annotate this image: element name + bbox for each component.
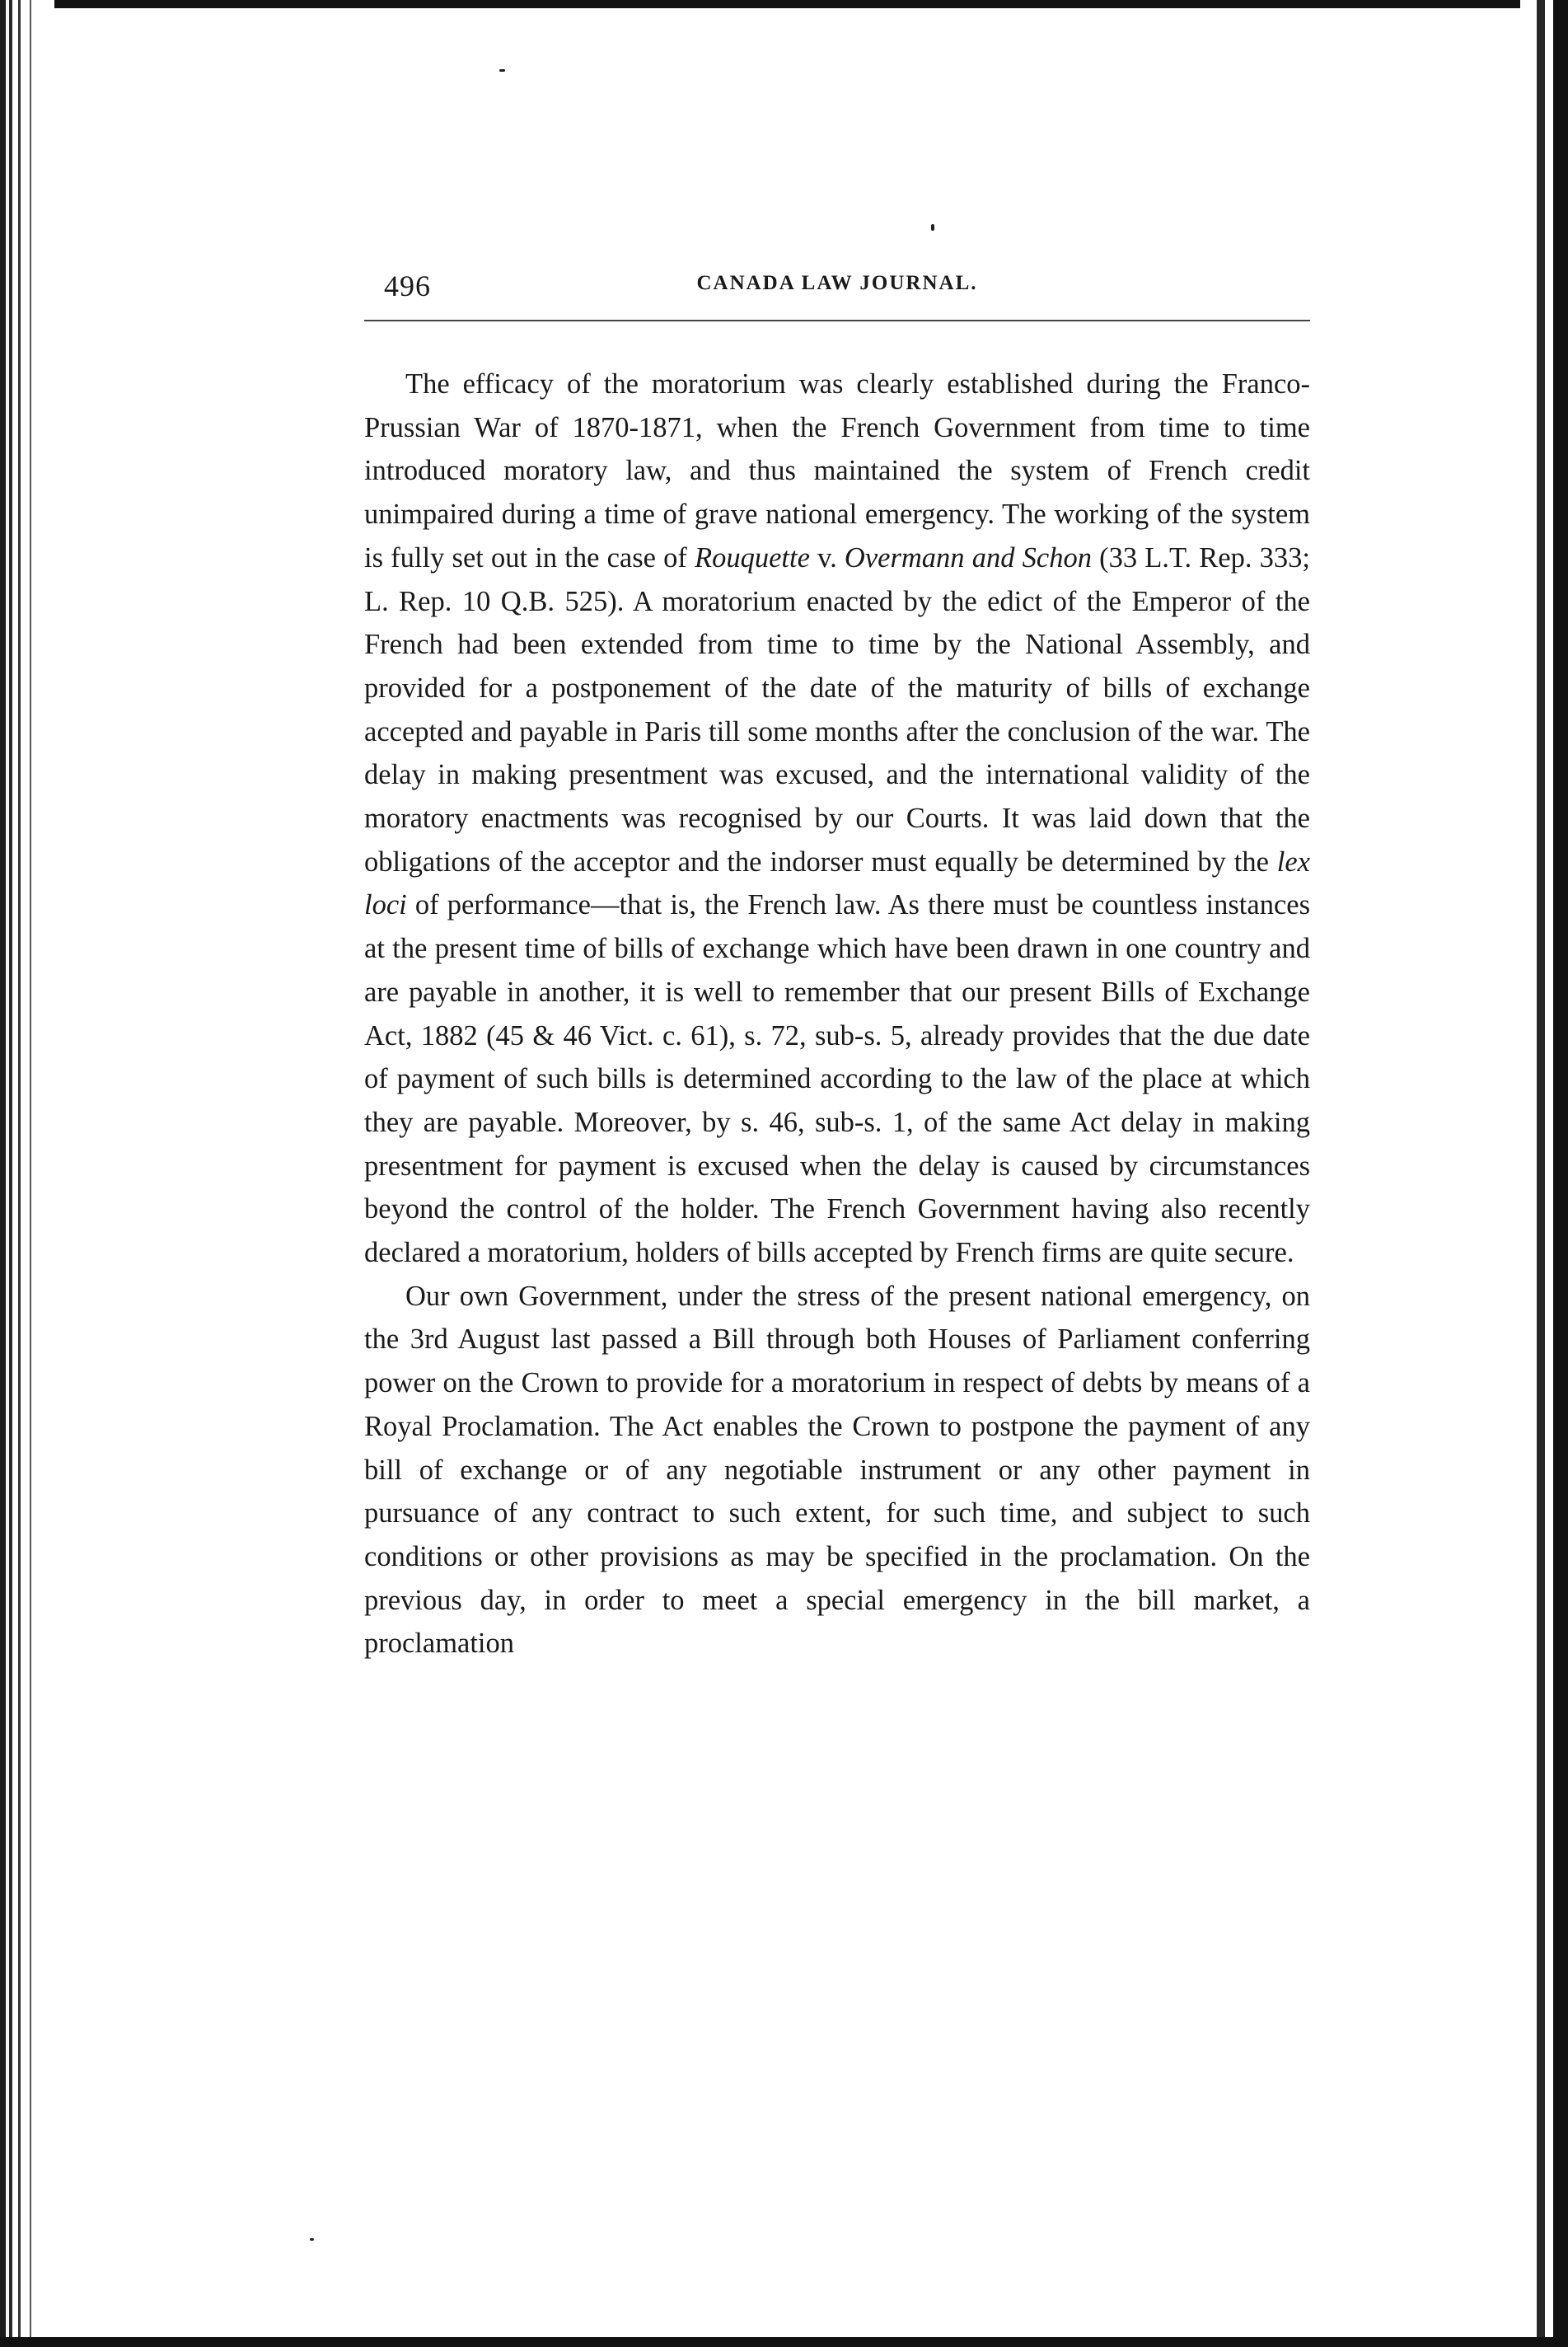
paragraph-1-part-1: The efficacy of the moratorium was clearly established during the Franco-Prussian War of 1870-1871, when the French Government from time to time introduced moratory law, and thus maintained the system of French credit unimpaired during a time of grave national emergency. The working of the system is fully set out in the case of <box>364 368 1310 574</box>
scan-edge-top <box>0 0 1568 8</box>
page-header <box>364 262 1310 312</box>
scan-speck <box>310 2238 314 2241</box>
scan-edge-left <box>0 0 54 2347</box>
scan-speck <box>499 69 505 72</box>
article-body <box>364 363 1310 1665</box>
page-number: 496 <box>384 269 431 302</box>
paragraph-2: Our own Government, under the stress of the present national emergency, on the 3rd August last passed a Bill through both Houses of Parliament conferring power on the Crown to provide for a moratorium in respect of debts by means of a Royal Proclamation. The Act enables the Crown to postpone the payment of any bill of exchange or of any negotiable instrument or any other payment in pursuance of any contract to such extent, for such time, and subject to such conditions or other provisions as may be specified in the proclamation. On the previous day, in order to meet a special emergency in the bill market, a proclamation <box>364 1280 1310 1660</box>
scan-speck <box>931 224 934 231</box>
running-head: CANADA LAW JOURNAL. <box>696 272 978 294</box>
paragraph-1-part-2: v. <box>809 541 845 574</box>
paragraph-1-part-3: (33 L.T. Rep. 333; L. Rep. 10 Q.B. 525). A moratorium enacted by the edict of the Emperor of the French had been extended from time to time by the National Assembly, and provided for a postponement of the date of the maturity of bills of exchange accepted and payable in Paris till some months after the conclusion of the war. The delay in making presentment was excused, and the international validity of the moratory enactments was recognised by our Courts. It was laid down that the obligations of the acceptor and the indorser must equally be determined by the <box>364 541 1310 878</box>
latin-phrase-lex-loci: lex loci <box>364 846 1310 921</box>
header-rule <box>364 320 1310 321</box>
paragraph-1 <box>364 363 1310 1275</box>
paragraph-1-part-4: of performance—that is, the French law. As there must be countless instances at the present time of bills of exchange which have been drawn in one country and are payable in another, it is well to remember that our present Bills of Exchange Act, 1882 (45 & 46 Vict. c. 61), s. 72, sub-s. 5, already provides that the due date of payment of such bills is determined according to the law of the place at which they are payable. Moreover, by s. 46, sub-s. 1, of the same Act delay in making presentment for payment is excused when the delay is caused by circumstances beyond the control of the holder. The French Government having also recently declared a moratorium, holders of bills accepted by French firms are quite secure. <box>364 889 1310 1269</box>
case-name-rouquette: Rouquette <box>695 541 810 574</box>
case-name-overmann: Overmann and Schon <box>844 541 1092 574</box>
scan-edge-right <box>1520 0 1568 2347</box>
scan-edge-bottom <box>0 2337 1568 2347</box>
